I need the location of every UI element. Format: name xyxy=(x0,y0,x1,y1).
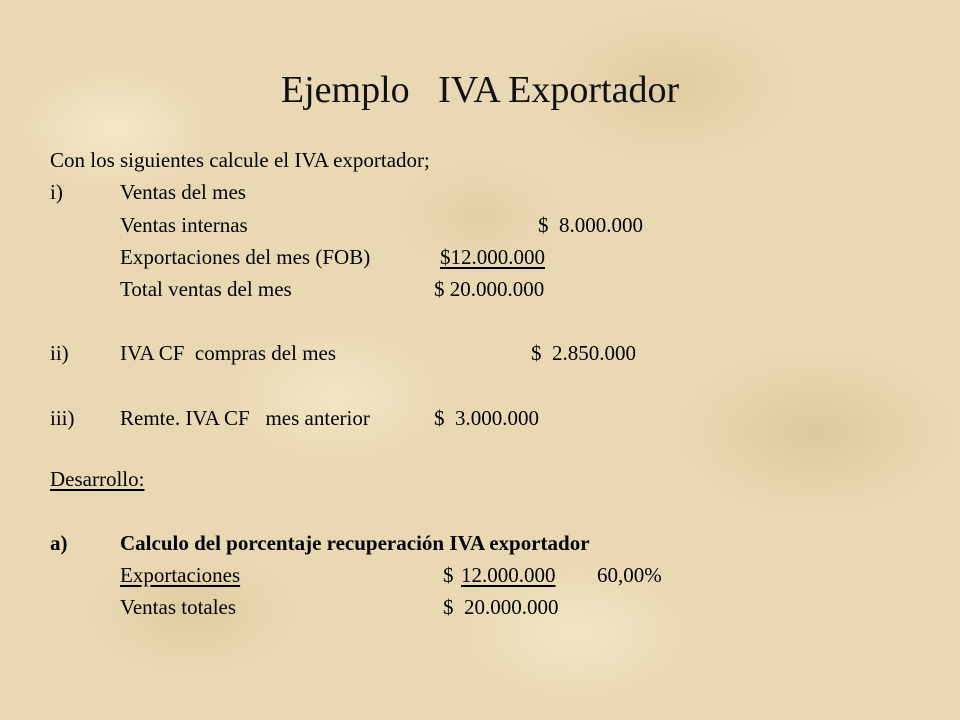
exportaciones-label: Exportaciones del mes (FOB) xyxy=(120,245,371,269)
item-iii-value: $ 3.000.000 xyxy=(434,406,539,430)
exportaciones-value: $12.000.000 xyxy=(440,245,545,269)
item-ii-value: $ 2.850.000 xyxy=(531,341,636,365)
exportaciones-numerator-value: 12.000.000 xyxy=(461,563,556,587)
item-i-label: Ventas del mes xyxy=(120,180,246,204)
total-ventas-value: $ 20.000.000 xyxy=(434,277,545,301)
total-ventas-label: Total ventas del mes xyxy=(120,277,292,301)
item-ii-marker: ii) xyxy=(50,341,69,365)
item-i-marker: i) xyxy=(50,180,63,204)
desarrollo-heading: Desarrollo: xyxy=(50,467,145,491)
exportaciones-numerator-label: Exportaciones xyxy=(120,563,241,587)
item-a-marker: a) xyxy=(50,531,68,555)
item-ii-label: IVA CF compras del mes xyxy=(120,341,337,365)
item-iii-label: Remte. IVA CF mes anterior xyxy=(120,406,370,430)
ventas-totales-value: $ 20.000.000 xyxy=(443,595,559,619)
intro-text: Con los siguientes calcule el IVA exportador; xyxy=(50,148,430,172)
exportaciones-currency: $ xyxy=(443,563,454,587)
ventas-internas-value: $ 8.000.000 xyxy=(538,213,643,237)
ventas-totales-label: Ventas totales xyxy=(120,595,237,619)
item-a-label: Calculo del porcentaje recuperación IVA exportador xyxy=(120,531,590,555)
item-iii-marker: iii) xyxy=(50,406,75,430)
slide-title: Ejemplo IVA Exportador xyxy=(280,69,680,111)
ventas-internas-label: Ventas internas xyxy=(120,213,248,237)
recovery-percent: 60,00% xyxy=(597,563,662,587)
